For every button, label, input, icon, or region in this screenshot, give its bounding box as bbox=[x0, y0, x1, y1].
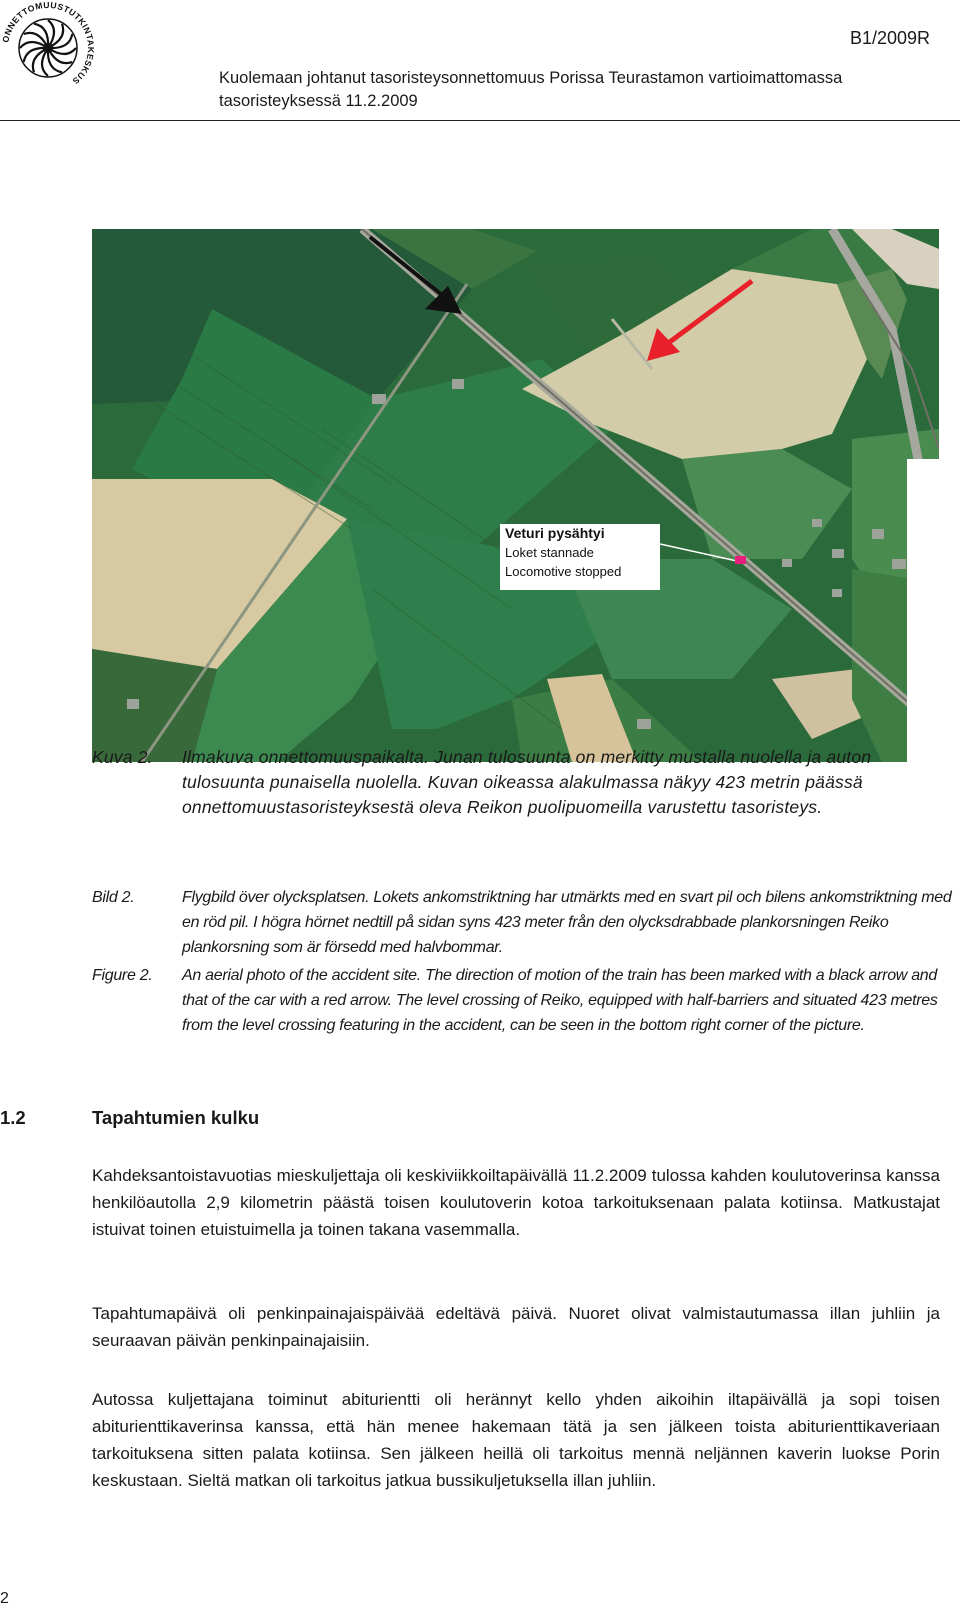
investigation-board-logo bbox=[0, 0, 96, 96]
page-number: 2 bbox=[0, 1590, 9, 1607]
caption-text: An aerial photo of the accident site. The direction of motion of the train has been marked with a black arrow and that of the car with a red arrow. The level crossing of Reiko, equipped with half-barriers and situated 423 metres from the level crossing featuring in the accident, can be seen in the bottom right corner of the picture. bbox=[182, 967, 938, 1034]
caption-label: Kuva 2. bbox=[92, 747, 153, 767]
callout-line-1: Veturi pysähtyi bbox=[505, 525, 605, 541]
caption-text: Ilmakuva onnettomuuspaikalta. Junan tulosuunta on merkitty mustalla nuolella ja auton tulosuunta punaisella nuolella. Kuvan oikeassa alakulmassa näkyy 423 metrin päässä onnettomuustasoristeyksestä oleva Reikon puolipuomeilla varustettu tasoristeys. bbox=[182, 747, 872, 817]
caption-swedish bbox=[92, 885, 952, 960]
section-number: 1.2 bbox=[0, 1107, 26, 1128]
callout-line-2: Loket stannade bbox=[505, 545, 594, 560]
body-paragraph: Tapahtumapäivä oli penkinpainajaispäivää edeltävä päivä. Nuoret olivat valmistautumassa illan juhliin ja seuraavan päivän penkinpainajaisiin. bbox=[92, 1304, 940, 1350]
report-title: Kuolemaan johtanut tasoristeysonnettomuus Porissa Teurastamon vartioimattomassa tasoristeyksessä 11.2.2009 bbox=[219, 69, 843, 110]
caption-finnish bbox=[92, 745, 952, 820]
caption-label: Bild 2. bbox=[92, 889, 135, 906]
section-heading bbox=[0, 1107, 259, 1129]
body-paragraph: Kahdeksantoistavuotias mieskuljettaja oli keskiviikkoiltapäivällä 11.2.2009 tulossa kahden koulutoverinsa kanssa henkilöautolla 2,9 kilometrin päästä toisen koulutoverin kotoa tarkoituksenaan palata kotiinsa. Matkustajat istuivat toinen etuistuimella ja toinen takana vasemmalla. bbox=[92, 1166, 940, 1239]
caption-text: Flygbild över olycksplatsen. Lokets ankomstriktning har utmärkts med en svart pil och bilens ankomstriktning med en röd pil. I högra hörnet nedtill på sidan syns 423 meter från den olycksdrabbade plankorsningen Reiko plankorsning som är försedd med halvbommar. bbox=[182, 889, 952, 956]
caption-english bbox=[92, 963, 952, 1038]
aerial-photo-accident-site bbox=[92, 229, 939, 762]
svg-text:ONNETTOMUUSTUTKINTAKESKUS: ONNETTOMUUSTUTKINTAKESKUS bbox=[0, 0, 96, 87]
section-title: Tapahtumien kulku bbox=[92, 1107, 260, 1128]
caption-label: Figure 2. bbox=[92, 967, 153, 984]
body-paragraph: Autossa kuljettajana toiminut abiturientti oli herännyt kello yhden aikoihin iltapäivällä ja sopi toisen abiturienttikaverinsa kanssa, että hän menee hakemaan tätä ja sen jälkeen toista abiturienttikaveriaan tarkoituksena sitten palata kotiinsa. Sen jälkeen heillä oli tarkoitus mennä neljännen kaverin luokse Porin keskustaan. Sieltä matkan oli tarkoitus jatkua bussikuljetuksella illan juhliin. bbox=[92, 1390, 940, 1490]
header-divider bbox=[0, 120, 960, 121]
callout-line-3: Locomotive stopped bbox=[505, 564, 622, 579]
document-code: B1/2009R bbox=[849, 28, 930, 48]
